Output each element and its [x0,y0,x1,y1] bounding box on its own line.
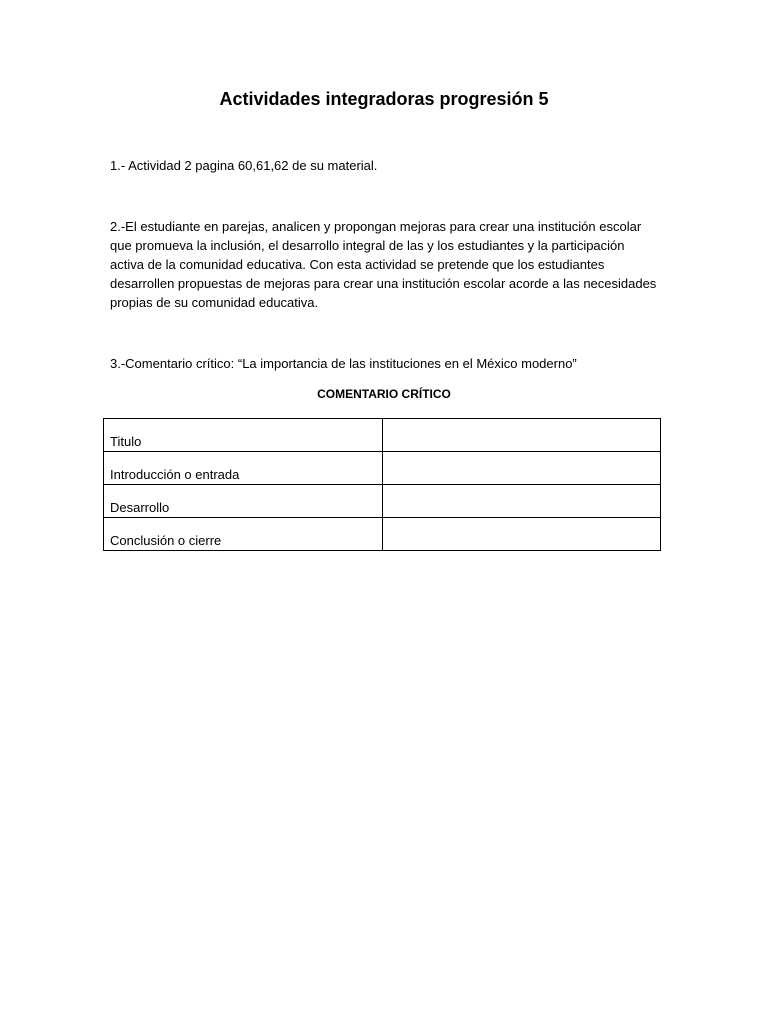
activity-1-paragraph: 1.- Actividad 2 pagina 60,61,62 de su material. [110,158,378,173]
row-label-introduccion: Introducción o entrada [104,452,383,485]
row-value-cell [383,518,661,551]
activity-3-paragraph: 3.-Comentario crítico: “La importancia de las instituciones en el México moderno” [110,356,577,371]
table-row [104,485,661,518]
activity-2-line: que promueva la inclusión, el desarrollo integral de las y los estudiantes y la participación [110,238,625,253]
document-title: Actividades integradoras progresión 5 [219,89,549,109]
critical-commentary-table [103,418,661,551]
row-label-titulo: Titulo [104,419,383,452]
table-heading: COMENTARIO CRÍTICO [317,387,451,401]
row-value-cell [383,452,661,485]
row-label-conclusion: Conclusión o cierre [104,518,383,551]
activity-2-line: 2.-El estudiante en parejas, analicen y propongan mejoras para crear una institución escolar [110,219,642,234]
table-row [104,518,661,551]
activity-2-paragraph [110,217,658,312]
row-value-cell [383,485,661,518]
activity-2-line: propias de su comunidad educativa. [110,295,319,310]
row-value-cell [383,419,661,452]
activity-2-line: activa de la comunidad educativa. Con esta actividad se pretende que los estudiantes [110,257,605,272]
table-row [104,419,661,452]
row-label-desarrollo: Desarrollo [104,485,383,518]
activity-2-line: desarrollen propuestas de mejoras para crear una institución escolar acorde a las necesidades [110,276,657,291]
table-row [104,452,661,485]
